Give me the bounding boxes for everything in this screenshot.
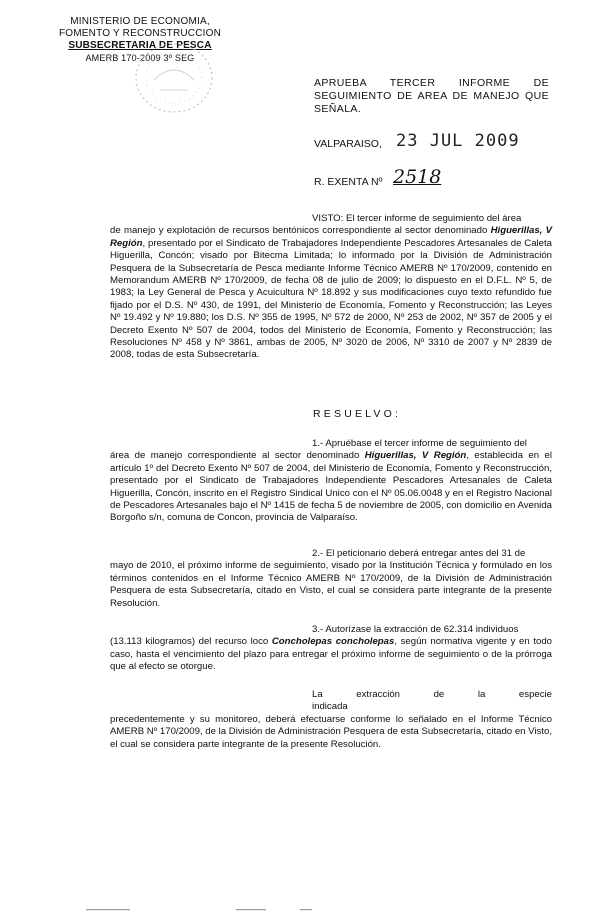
resuelvo-heading: RESUELVO: <box>313 408 402 420</box>
article-1-lead: 1.- Apruébase el tercer informe de seguimiento del <box>312 438 527 449</box>
official-seal-icon <box>110 38 228 116</box>
visto-paragraph <box>110 213 552 362</box>
article-3-lead: 3.- Autorízase la extracción de 62.314 individuos <box>312 624 519 635</box>
date-stamp: 23 JUL 2009 <box>396 131 520 151</box>
visto-body-a: de manejo y explotación de recursos bentónicos correspondiente al sector denominado <box>110 225 491 237</box>
article-1-body-a: área de manejo correspondiente al sector denominado <box>110 450 365 462</box>
subsecretaria-line: SUBSECRETARIA DE PESCA <box>68 40 212 51</box>
article-3-body-a: (13.113 kilogramos) del recurso loco <box>110 636 272 648</box>
article-3-body-b: , según normativa vigente y en todo caso, hasta el vencimiento del plazo para entregar el próximo informe de seguimiento o de la prórroga que al efecto se otorgue. <box>110 636 552 673</box>
reference-line: AMERB 170-2009 3º SEG <box>85 53 195 63</box>
extraction-body: precedentemente y su monitoreo, deberá efectuarse conforme lo señalado en el Informe Técnico AMERB Nº 170/2009, de la División de Administración Pesquera de esta Subsecretaría, citado en Visto, el cual se considera parte integrante de la presente Resolución. <box>110 713 552 750</box>
ministry-line-1: MINISTERIO DE ECONOMIA, <box>70 16 210 27</box>
article-1-body-b: , establecida en el artículo 1º del Decreto Exento Nº 507 de 2004, del Ministerio de Economía, Fomento y Reconstrucción, presentado por el Sindicato de Trabajadores Independiente Pescadores Artesanales de Caleta Higuerilla, Concón, inscrito en el Registro Sindical Unico con el Nº 05.06.0048 y en el Registro Nacional de Pescadores Artesanales bajo el Nº 1415 de fecha 5 de noviembre de 2005, con domicilio en Avenida Borgoño s/n, comuna de Concon, provincia de Valparaíso. <box>110 450 552 524</box>
extraction-paragraph <box>110 689 552 751</box>
visto-sector: Higuerillas, V Región <box>110 225 553 249</box>
article-1 <box>110 438 552 525</box>
resolution-summary: APRUEBA TERCER INFORME DE SEGUIMIENTO DE AREA DE MANEJO QUE SEÑALA. <box>314 77 549 115</box>
article-3-species: Concholepas concholepas <box>271 636 395 648</box>
article-2-lead: 2.- El peticionario deberá entregar antes del 31 de <box>312 548 526 559</box>
extraction-lead: La extracción de la especie indicada <box>312 689 552 713</box>
visto-lead: VISTO: El tercer informe de seguimiento del área <box>312 213 522 224</box>
article-1-emphasis: Higuerillas, V Región <box>364 450 467 462</box>
article-2-body: mayo de 2010, el próximo informe de seguimiento, visado por la Institución Técnica y formulado en los términos contenidos en el Informe Técnico AMERB Nº 170/2009, de la División de Administración Pesquera de esta Subsecretaría, citado en Visto, el cual se considera parte integrante de la presente Resolución. <box>110 560 552 609</box>
date-city: VALPARAISO, <box>314 138 382 150</box>
resolution-label: R. EXENTA Nº <box>314 176 383 188</box>
article-2 <box>110 548 552 610</box>
scan-marks <box>0 906 600 914</box>
resolution-number: 2518 <box>393 166 442 188</box>
visto-body-b: , presentado por el Sindicato de Trabajadores Independiente Pescadores Artesanales de Caleta Higuerilla, Concón; visado por Bitecma Limitada; lo informado por la División de Administración Pesquera de la Subsecretaría de Pesca mediante Informe Técnico AMERB Nº 170/2009, contenido en Memorandum AMERB Nº 170/2009, de fecha 08 de julio de 2009; lo dispuesto en el D.F.L. Nº 5, de 1983; la Ley General de Pesca y Acuicultura Nº 18.892 y sus modificaciones cuyo texto refundido fue fijado por el D.S. Nº 430, de 1991, del Ministerio de Economía, Fomento y Reconstrucción; las Leyes Nº 19.492 y Nº 19.880; los D.S. Nº 355 de 1995, Nº 572 de 2000, Nº 253 de 2002, Nº 357 de 2005 y el Decreto Exento Nº 507 de 2004, todos del Ministerio de Economía, Fomento y Reconstrucción; las Resoluciones Nº 458 y Nº 3861, ambas de 2005, Nº 3020 de 2006, Nº 3310 de 2007 y Nº 2839 de 2008, todas de esta Subsecretaría. <box>110 237 552 361</box>
ministry-line-2: FOMENTO Y RECONSTRUCCION <box>58 28 222 39</box>
article-3 <box>110 624 552 674</box>
